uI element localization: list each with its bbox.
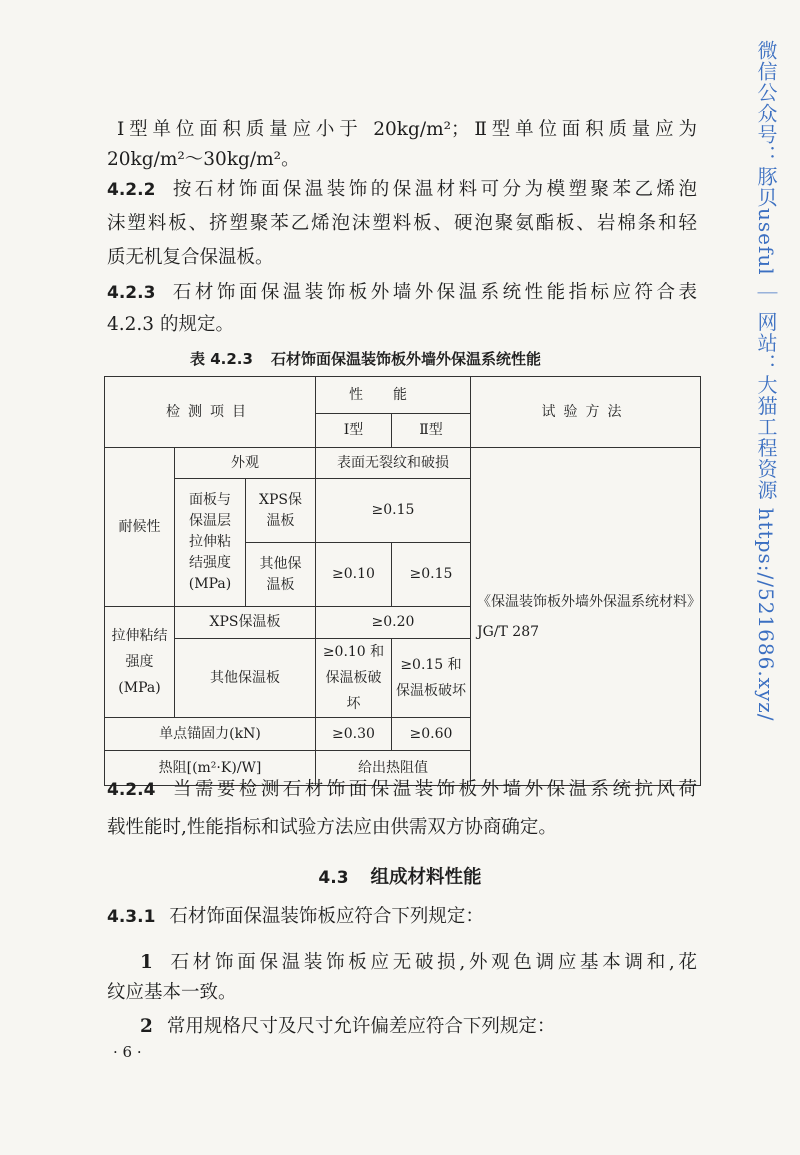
clause-4-3-1 <box>107 904 697 930</box>
item-text: 常用规格尺寸及尺寸允许偏差应符合下列规定： <box>166 1016 556 1037</box>
other-board-label: 其他保温板 <box>246 543 316 607</box>
tensile-other-label: 其他保温板 <box>175 639 316 718</box>
clause-text: 石材饰面保温装饰板外墙外保温系统性能指标应符合表 <box>169 282 697 303</box>
item-1 <box>140 950 697 976</box>
xps-value: ≥0.15 <box>316 479 471 543</box>
header-type-2: Ⅱ型 <box>392 414 471 448</box>
xps-label: XPS保温板 <box>246 479 316 543</box>
text-line: 20kg/m²～30kg/m²。 <box>107 149 300 170</box>
text-line: 纹应基本一致。 <box>107 982 237 1003</box>
anchor-force-value-2: ≥0.60 <box>392 718 471 751</box>
header-item: 检测项目 <box>105 377 316 448</box>
tensile-other-value-2: ≥0.15 和保温板破坏 <box>392 639 471 718</box>
other-board-value-2: ≥0.15 <box>392 543 471 607</box>
anchor-force-value-1: ≥0.30 <box>316 718 392 751</box>
clause-text: 石材饰面保温装饰板应符合下列规定： <box>169 906 484 927</box>
watermark: 微信公众号：豚贝useful ｜ 网站：大猫工程资源 https://521686.xyz/ <box>754 40 778 722</box>
clause-4-2-3 <box>107 280 697 306</box>
tensile-xps-label: XPS保温板 <box>175 607 316 639</box>
caption-number: 表 4.2.3 <box>190 350 253 368</box>
section-heading-4-3 <box>100 865 700 891</box>
clause-number: 4.2.3 <box>107 283 156 303</box>
text-line: 载性能时,性能指标和试验方法应由供需双方协商确定。 <box>107 817 557 838</box>
header-method: 试验方法 <box>471 377 701 448</box>
item-number: 1 <box>140 952 153 973</box>
weather-resistance-label: 耐候性 <box>105 448 175 607</box>
tensile-other-value-1: ≥0.10 和保温板破坏 <box>316 639 392 718</box>
thermal-resistance-value: 给出热阻值 <box>316 751 471 786</box>
item-text: 石材饰面保温装饰板应无破损,外观色调应基本调和,花 <box>166 952 697 973</box>
performance-table <box>104 376 701 786</box>
text-line: 质无机复合保温板。 <box>107 247 274 268</box>
other-board-value-1: ≥0.10 <box>316 543 392 607</box>
text-line: Ⅰ型单位面积质量应小于 20kg/m²；Ⅱ型单位面积质量应为 <box>117 119 697 140</box>
header-type-1: Ⅰ型 <box>316 414 392 448</box>
test-method: 《保温装饰板外墙外保温系统材料》JG/T 287 <box>471 448 701 786</box>
thermal-resistance-label: 热阻[(m²·K)/W] <box>105 751 316 786</box>
item-number: 2 <box>140 1016 153 1037</box>
tensile-xps-value: ≥0.20 <box>316 607 471 639</box>
clause-text: 当需要检测石材饰面保温装饰板外墙外保温系统抗风荷 <box>169 779 697 800</box>
tensile-bond-label: 拉伸粘结强度(MPa) <box>105 607 175 718</box>
section-title: 组成材料性能 <box>370 867 482 888</box>
caption-title: 石材饰面保温装饰板外墙外保温系统性能 <box>270 350 541 368</box>
appearance-label: 外观 <box>175 448 316 479</box>
appearance-value: 表面无裂纹和破损 <box>316 448 471 479</box>
clause-4-2-2 <box>107 177 697 203</box>
page-number: · 6 · <box>113 1043 142 1061</box>
text-line: 沫塑料板、挤塑聚苯乙烯泡沫塑料板、硬泡聚氨酯板、岩棉条和轻 <box>107 213 697 234</box>
item-2 <box>140 1014 730 1040</box>
panel-bond-label: 面板与保温层拉伸粘结强度(MPa) <box>175 479 246 607</box>
section-number: 4.3 <box>318 868 349 888</box>
clause-text: 按石材饰面保温装饰的保温材料可分为模塑聚苯乙烯泡 <box>169 179 697 200</box>
clause-number: 4.3.1 <box>107 907 156 927</box>
clause-4-2-4 <box>107 777 697 803</box>
clause-number: 4.2.4 <box>107 780 156 800</box>
clause-number: 4.2.2 <box>107 180 156 200</box>
header-performance: 性能 <box>316 377 471 414</box>
anchor-force-label: 单点锚固力(kN) <box>105 718 316 751</box>
table-caption <box>190 348 541 369</box>
text-line: 4.2.3 的规定。 <box>107 314 234 335</box>
